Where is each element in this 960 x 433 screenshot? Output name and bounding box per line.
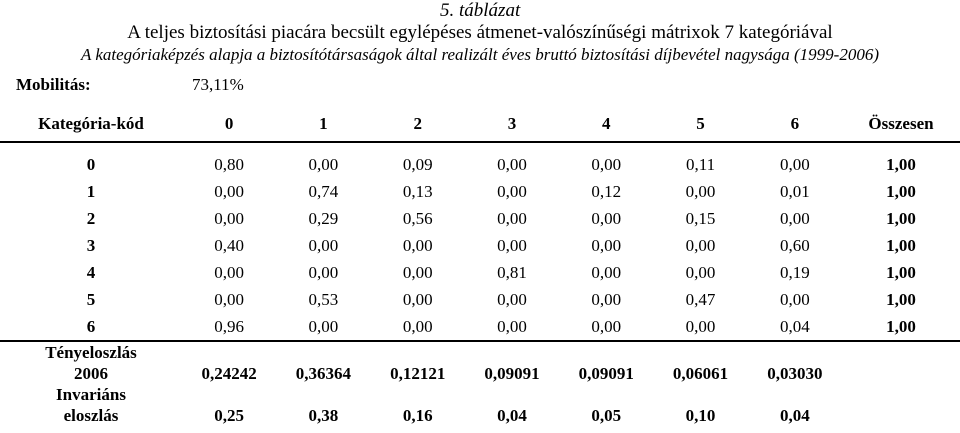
matrix-cell: 0,00 bbox=[591, 154, 622, 174]
matrix-cell: 0,00 bbox=[214, 289, 245, 309]
matrix-cell: 0,11 bbox=[685, 154, 716, 174]
matrix-cell: 0,00 bbox=[214, 181, 245, 201]
header-col-1: 1 bbox=[276, 107, 370, 142]
table-row bbox=[0, 205, 960, 232]
matrix-cell: 0,47 bbox=[685, 289, 716, 309]
row-total: 1,00 bbox=[886, 235, 916, 255]
table-row bbox=[0, 232, 960, 259]
row-total: 1,00 bbox=[886, 181, 916, 201]
matrix-cell: 0,00 bbox=[497, 235, 527, 255]
matrix-cell: 0,00 bbox=[371, 313, 465, 341]
matrix-cell: 0,00 bbox=[779, 289, 810, 309]
matrix-cell: 0,00 bbox=[497, 181, 527, 201]
matrix-cell: 0,00 bbox=[402, 262, 433, 282]
matrix-cell: 0,40 bbox=[214, 235, 245, 255]
matrix-cell: 0,00 bbox=[685, 262, 716, 282]
row-category-code: 0 bbox=[86, 154, 96, 174]
matrix-cell: 0,00 bbox=[465, 313, 559, 341]
matrix-cell: 0,00 bbox=[591, 235, 622, 255]
table-row bbox=[0, 259, 960, 286]
distribution-cell: 0,09091 bbox=[578, 364, 634, 383]
matrix-cell: 0,00 bbox=[308, 262, 339, 282]
matrix-cell: 0,00 bbox=[559, 313, 653, 341]
table-number: 5. táblázat bbox=[440, 0, 521, 21]
distribution-cell: 0,04 bbox=[497, 406, 527, 425]
distribution-cell: 0,36364 bbox=[295, 364, 352, 383]
mobility-line bbox=[16, 75, 244, 95]
matrix-cell: 0,00 bbox=[497, 289, 527, 309]
matrix-cell: 0,15 bbox=[685, 208, 716, 228]
matrix-cell: 0,80 bbox=[214, 154, 245, 174]
row-category-code: 5 bbox=[86, 289, 96, 309]
matrix-cell: 0,00 bbox=[214, 262, 245, 282]
matrix-cell: 0,00 bbox=[402, 289, 433, 309]
matrix-cell: 0,00 bbox=[779, 208, 810, 228]
distribution-label-line2: 2006 bbox=[74, 364, 108, 383]
matrix-cell: 0,00 bbox=[591, 262, 622, 282]
header-col-2: 2 bbox=[371, 107, 465, 142]
row-total: 1,00 bbox=[886, 262, 916, 282]
table-subtitle: A kategóriaképzés alapja a biztosítótársaságok által realizált éves bruttó biztosítási díjbevétel nagysága (1999-2006) bbox=[81, 45, 879, 64]
matrix-cell: 0,00 bbox=[402, 235, 433, 255]
row-total: 1,00 bbox=[886, 208, 916, 228]
mobility-label: Mobilitás: bbox=[16, 75, 91, 94]
row-total: 1,00 bbox=[886, 289, 916, 309]
matrix-cell: 0,81 bbox=[497, 262, 527, 282]
distribution-cell: 0,25 bbox=[214, 406, 245, 425]
distribution-label-line1: Tényeloszlás bbox=[45, 343, 137, 362]
matrix-cell: 0,13 bbox=[402, 181, 433, 201]
distribution-label-line1: Invariáns bbox=[56, 385, 126, 404]
matrix-cell: 0,74 bbox=[308, 181, 339, 201]
matrix-cell: 0,00 bbox=[214, 208, 245, 228]
matrix-cell: 0,00 bbox=[591, 208, 622, 228]
matrix-cell: 0,00 bbox=[685, 235, 716, 255]
header-row bbox=[0, 107, 960, 142]
header-category-code: Kategória-kód bbox=[0, 107, 182, 142]
row-total: 1,00 bbox=[842, 313, 960, 341]
table-row bbox=[0, 178, 960, 205]
row-category-code: 3 bbox=[86, 235, 96, 255]
header-col-4: 4 bbox=[559, 107, 653, 142]
header-total: Összesen bbox=[842, 107, 960, 142]
table-row bbox=[0, 286, 960, 313]
distribution-cell: 0,10 bbox=[685, 406, 716, 425]
distribution-cell: 0,12121 bbox=[390, 364, 446, 383]
header-col-5: 5 bbox=[653, 107, 747, 142]
distribution-label bbox=[0, 341, 182, 384]
matrix-cell: 0,04 bbox=[748, 313, 842, 341]
matrix-cell: 0,00 bbox=[591, 289, 622, 309]
matrix-cell: 0,96 bbox=[182, 313, 276, 341]
actual-distribution-row bbox=[0, 341, 960, 384]
matrix-cell: 0,00 bbox=[653, 313, 747, 341]
distribution-cell: 0,16 bbox=[402, 406, 433, 425]
distribution-cell: 0,38 bbox=[308, 406, 339, 425]
spacer-row bbox=[0, 142, 960, 151]
matrix-cell: 0,00 bbox=[497, 154, 527, 174]
table-row bbox=[0, 151, 960, 178]
transition-matrix-table bbox=[0, 107, 960, 426]
distribution-cell: 0,03030 bbox=[767, 364, 823, 383]
row-total: 1,00 bbox=[886, 154, 916, 174]
table-title: A teljes biztosítási piacára becsült egylépéses átmenet-valószínűségi mátrixok 7 kategóriával bbox=[127, 22, 833, 43]
matrix-cell: 0,00 bbox=[308, 235, 339, 255]
distribution-cell: 0,09091 bbox=[484, 364, 540, 383]
matrix-cell: 0,09 bbox=[402, 154, 433, 174]
row-category-code: 4 bbox=[86, 262, 96, 282]
matrix-cell: 0,56 bbox=[402, 208, 433, 228]
mobility-value: 73,11% bbox=[192, 75, 244, 94]
matrix-cell: 0,29 bbox=[308, 208, 339, 228]
header-col-0: 0 bbox=[182, 107, 276, 142]
matrix-cell: 0,01 bbox=[779, 181, 810, 201]
matrix-cell: 0,00 bbox=[779, 154, 810, 174]
header-col-3: 3 bbox=[465, 107, 559, 142]
matrix-cell: 0,53 bbox=[308, 289, 339, 309]
invariant-distribution-row bbox=[0, 384, 960, 426]
matrix-cell: 0,00 bbox=[308, 154, 339, 174]
matrix-cell: 0,12 bbox=[591, 181, 622, 201]
matrix-cell: 0,00 bbox=[685, 181, 716, 201]
empty-total-cell bbox=[842, 341, 960, 384]
distribution-label-line2: eloszlás bbox=[63, 406, 119, 425]
row-category-code: 2 bbox=[86, 208, 96, 228]
row-category-code: 1 bbox=[86, 181, 96, 201]
row-category-code: 6 bbox=[0, 313, 182, 341]
distribution-label bbox=[0, 384, 182, 426]
matrix-cell: 0,00 bbox=[497, 208, 527, 228]
matrix-cell: 0,00 bbox=[276, 313, 370, 341]
matrix-cell: 0,19 bbox=[779, 262, 810, 282]
distribution-cell: 0,05 bbox=[591, 406, 622, 425]
distribution-cell: 0,24242 bbox=[201, 364, 257, 383]
header-col-6: 6 bbox=[748, 107, 842, 142]
title-block bbox=[0, 0, 960, 66]
matrix-cell: 0,60 bbox=[779, 235, 810, 255]
empty-total-cell bbox=[842, 384, 960, 426]
table-row bbox=[0, 313, 960, 341]
distribution-cell: 0,04 bbox=[779, 406, 810, 425]
distribution-cell: 0,06061 bbox=[672, 364, 729, 383]
